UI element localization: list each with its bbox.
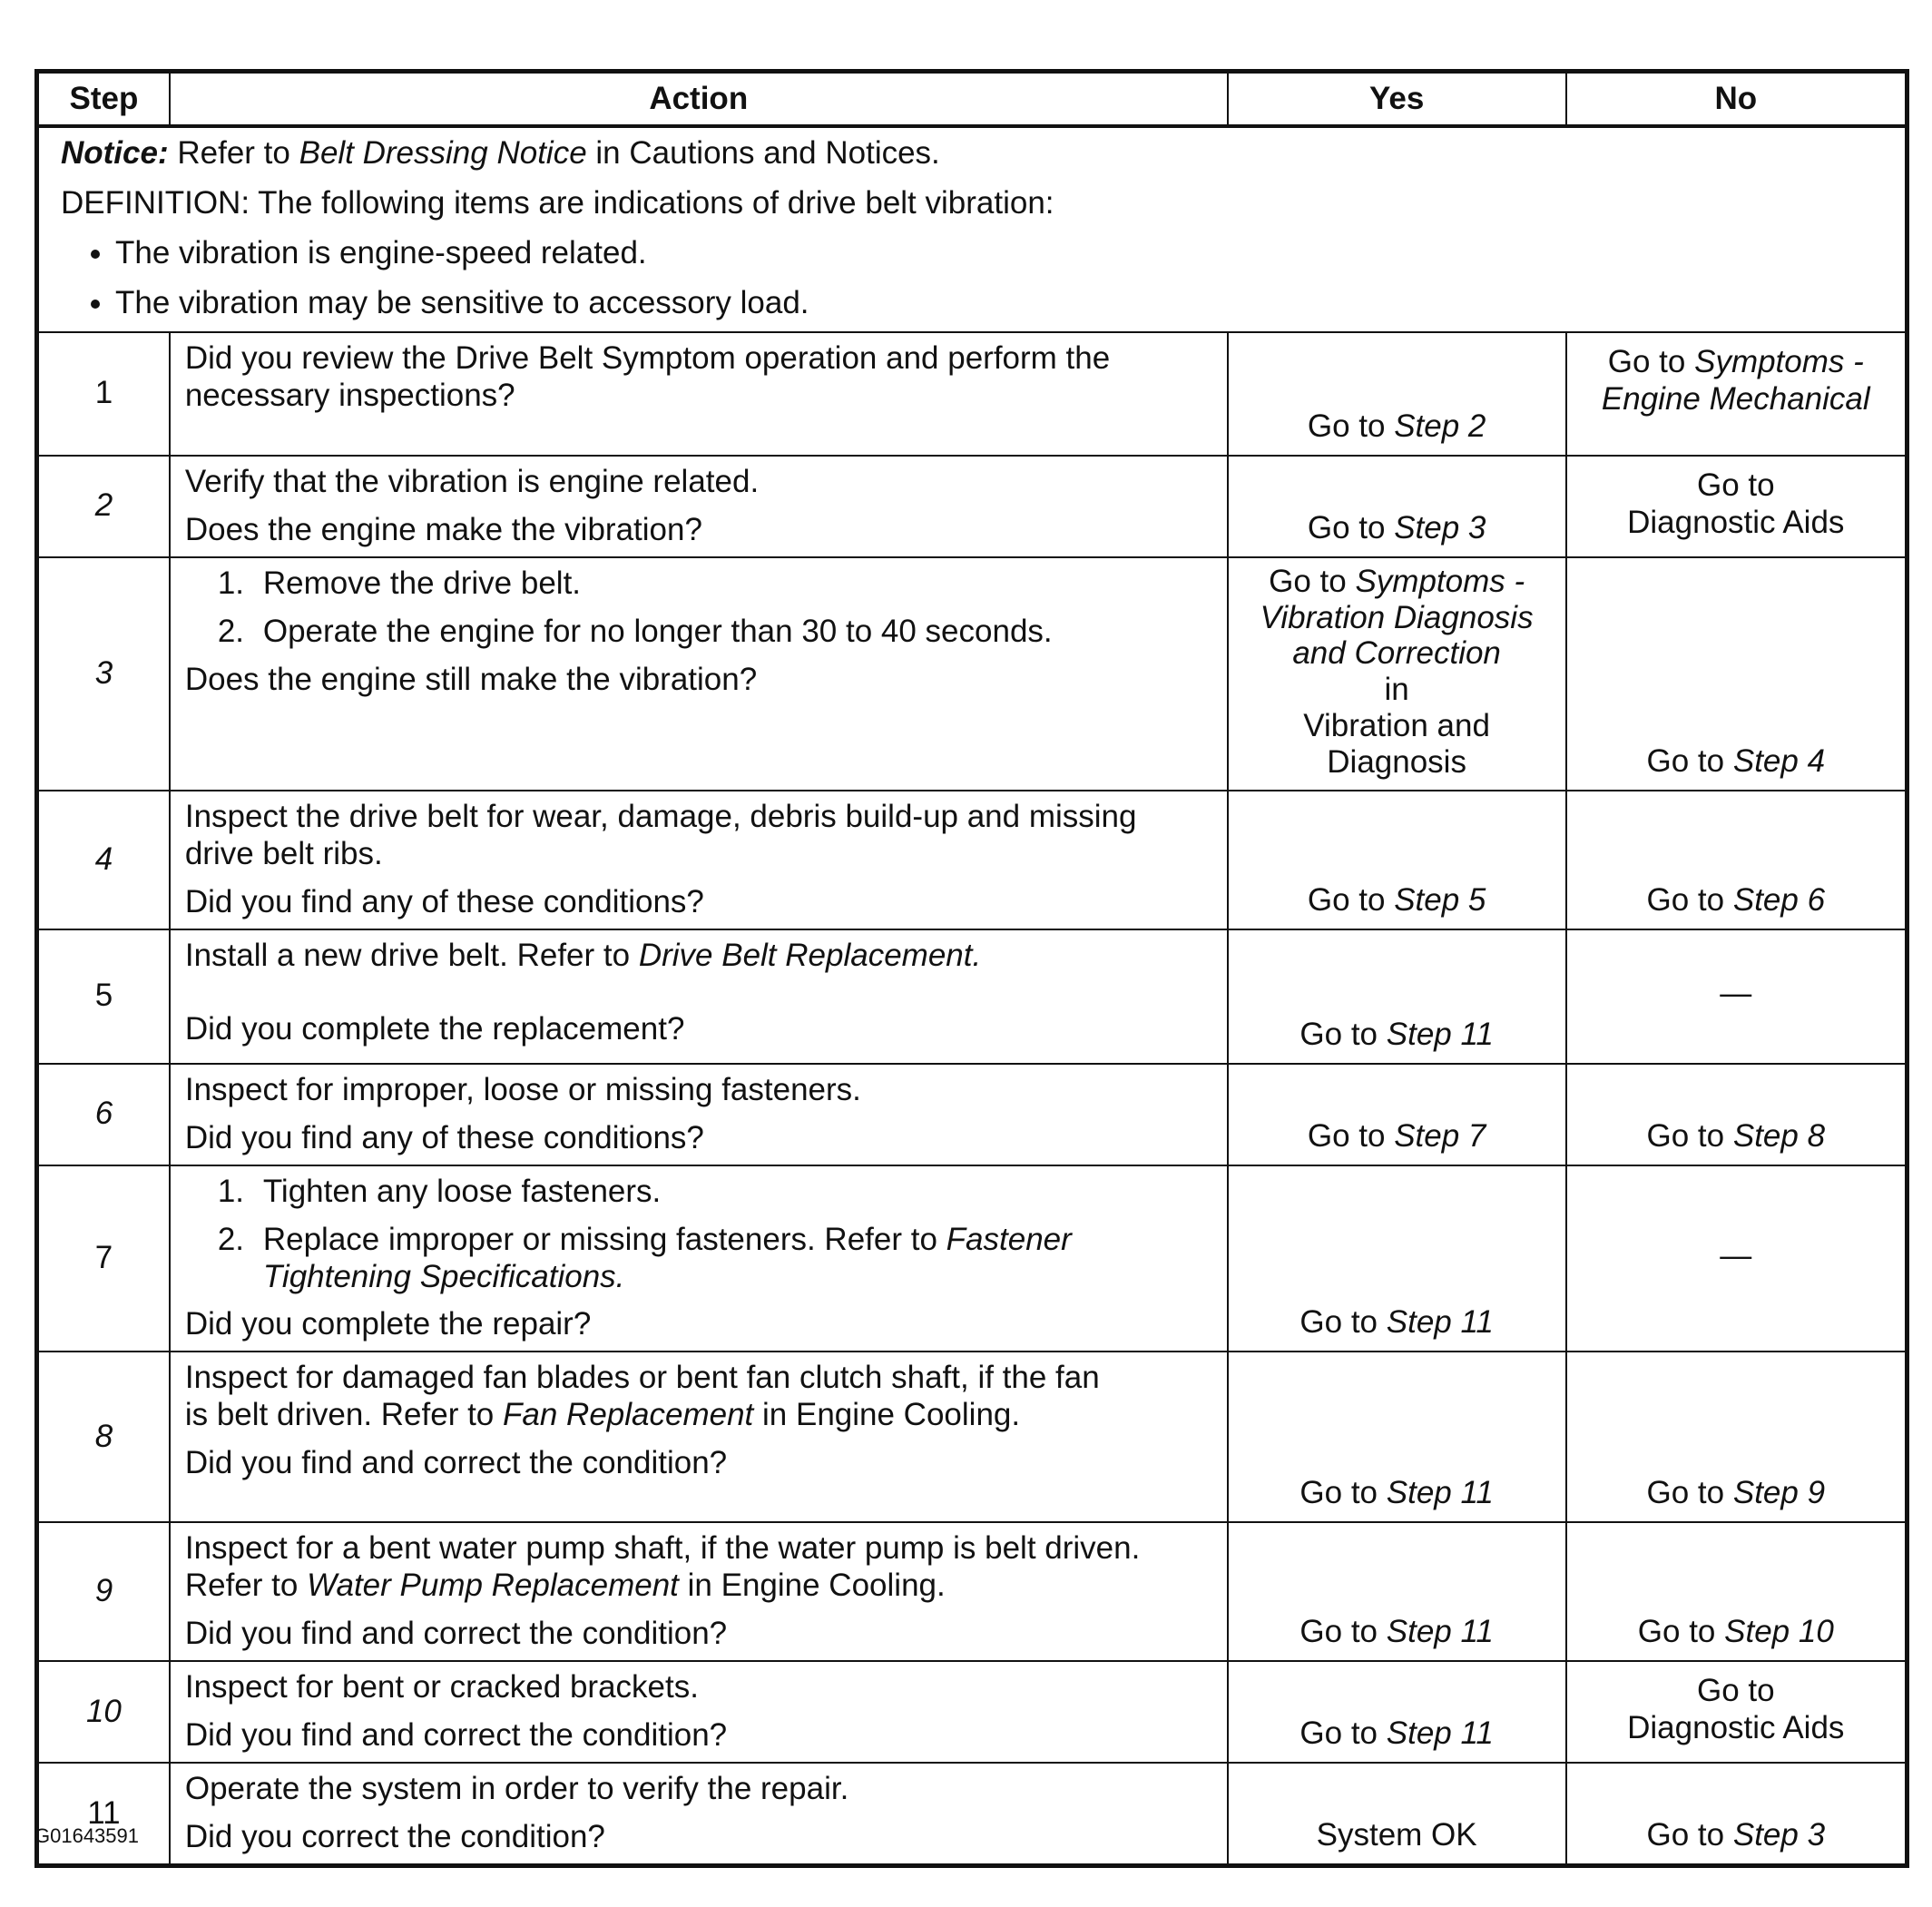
action-question: Does the engine still make the vibration? [184,661,758,697]
action-question: Did you correct the condition? [184,1819,605,1855]
action-ref: Fastener Tightening Specifications. [262,1221,1072,1294]
step-header: Step [37,72,170,127]
step-row-5 [37,929,1907,1064]
no-cell [1566,1661,1907,1763]
no-ref: Engine Mechanical [1601,380,1870,417]
no-ref: Step 8 [1732,1117,1826,1154]
no-cell [1566,1064,1907,1165]
step-number: 8 [94,1418,113,1454]
action-cell [170,1522,1228,1661]
no-text: Go to [1646,743,1725,780]
action-cell [170,791,1228,929]
item-number: 2. [217,613,245,649]
yes-text: Go to [1307,1117,1386,1154]
no-text: Go to [1696,1673,1775,1709]
yes-cell [1228,1165,1566,1352]
yes-text: Go to [1299,1304,1378,1341]
definition-bullets [61,235,1883,322]
item-number: 1. [217,1173,245,1209]
no-ref: Symptoms - [1694,343,1864,379]
action-cell [170,1661,1228,1763]
yes-ref: Step 3 [1394,509,1486,546]
yes-ref: Step 11 [1386,1715,1494,1752]
no-prefix: Go to [1607,343,1686,379]
action-cell [170,929,1228,1064]
action-text: Inspect for damaged fan blades or bent fan clutch shaft, if the fan is belt driven. Refer to [184,1360,1100,1433]
notice-cell [37,126,1907,332]
no-header: No [1566,72,1907,127]
action-question: Did you find any of these conditions? [184,1119,704,1155]
no-text: Diagnostic Aids [1627,504,1845,540]
step-row-6 [37,1064,1907,1165]
diagnostic-table [34,69,1909,1868]
yes-ref: Step 5 [1394,881,1486,918]
action-cell [170,557,1228,791]
step-row-1 [37,332,1907,456]
action-text: Did you review the Drive Belt Symptom operation and perform the necessary inspections? [184,339,1111,413]
action-item: Tighten any loose fasteners. [262,1173,662,1209]
no-text: Go to [1637,1614,1716,1650]
action-question: Does the engine make the vibration? [184,511,702,547]
action-text: Inspect for improper, loose or missing fasteners. [184,1071,861,1107]
no-ref: Step 3 [1732,1817,1826,1853]
yes-text: Go to [1299,1715,1378,1752]
yes-cell [1228,557,1566,791]
step-number: 2 [94,487,113,524]
no-text: Go to [1646,1475,1725,1511]
no-ref: Step 9 [1732,1475,1826,1511]
yes-text: Go to [1307,881,1386,918]
action-question: Did you find and correct the condition? [184,1445,728,1481]
action-text: Install a new drive belt. Refer to [184,937,631,973]
yes-text: Go to [1299,1475,1378,1511]
yes-prefix: Go to [1269,563,1347,599]
step-number: 1 [37,332,170,456]
no-cell [1566,1763,1907,1865]
yes-cell [1228,1064,1566,1165]
action-question: Did you complete the replacement? [184,1010,685,1047]
bullet-item: • The vibration is engine-speed related. [115,235,1883,272]
yes-cell [1228,1352,1566,1522]
action-cell [170,456,1228,557]
yes-cell [1228,456,1566,557]
no-cell [1566,456,1907,557]
yes-ref: Step 11 [1386,1475,1494,1511]
action-text: Verify that the vibration is engine related. [184,463,760,499]
yes-ref: Step 11 [1386,1614,1494,1650]
yes-header: Yes [1228,72,1566,127]
action-header: Action [170,72,1228,127]
action-cell [170,1064,1228,1165]
yes-text: Go to [1299,1614,1378,1650]
yes-text: Go to [1307,408,1386,444]
yes-cell [1228,791,1566,929]
action-cell [170,1763,1228,1865]
yes-text: Vibration and [1303,708,1490,744]
action-text: in Engine Cooling. [687,1568,946,1604]
action-ref: Fan Replacement [503,1397,754,1433]
action-ref: Drive Belt Replacement. [638,937,982,973]
no-text: — [1720,1238,1752,1274]
diagnostic-document [34,69,1909,1868]
step-row-8 [37,1352,1907,1522]
yes-ref: Step 11 [1386,1016,1494,1052]
no-text: — [1720,976,1752,1012]
action-text: Inspect the drive belt for wear, damage, debris build-up and missing drive belt ribs. [184,798,1137,871]
step-row-10 [37,1661,1907,1763]
step-row-3 [37,557,1907,791]
yes-text: Go to [1307,509,1386,546]
step-number: 10 [85,1693,122,1729]
action-item: Replace improper or missing fasteners. Refer to [262,1221,937,1257]
action-text: Inspect for bent or cracked brackets. [184,1669,699,1705]
bullet-item: • The vibration may be sensitive to accessory load. [115,285,1883,322]
notice-row [37,126,1907,332]
yes-ref: Vibration Diagnosis [1260,599,1534,635]
step-row-4 [37,791,1907,929]
yes-cell [1228,332,1566,456]
no-cell [1566,557,1907,791]
action-item: Remove the drive belt. [262,565,582,601]
yes-text: in [1384,672,1409,708]
notice-label: Notice: [61,135,169,171]
no-cell [1566,1165,1907,1352]
step-number: 5 [37,929,170,1064]
step-number: 4 [94,840,113,877]
step-row-2 [37,456,1907,557]
yes-ref: Step 2 [1394,408,1486,444]
step-number: 3 [94,654,113,691]
step-number: 9 [94,1573,113,1609]
no-text: Go to [1696,467,1775,503]
step-row-7 [37,1165,1907,1352]
yes-cell [1228,1522,1566,1661]
step-number: 11 [37,1763,170,1865]
action-cell [170,1352,1228,1522]
yes-text: Go to [1299,1016,1378,1052]
yes-ref: and Correction [1292,635,1501,672]
item-number: 1. [217,565,245,601]
no-ref: Step 10 [1724,1614,1834,1650]
yes-ref: Step 11 [1386,1304,1494,1341]
no-cell [1566,332,1907,456]
no-cell [1566,791,1907,929]
header-row [37,72,1907,127]
yes-cell [1228,929,1566,1064]
no-ref: Step 6 [1732,881,1826,918]
no-cell [1566,1352,1907,1522]
action-item: Operate the engine for no longer than 30 to 40 seconds. [262,613,1053,649]
no-text: Diagnostic Aids [1627,1710,1845,1746]
no-text: Go to [1646,881,1725,918]
yes-cell [1228,1763,1566,1865]
yes-ref: Step 7 [1394,1117,1486,1154]
definition-text: DEFINITION: The following items are indications of drive belt vibration: [61,184,1054,221]
yes-text: Diagnosis [1327,744,1466,781]
action-ref: Water Pump Replacement [307,1568,679,1604]
no-text: Go to [1646,1117,1725,1154]
action-question: Did you complete the repair? [184,1306,592,1342]
step-row-11 [37,1763,1907,1865]
action-text: in Engine Cooling. [762,1397,1021,1433]
step-number: 7 [37,1165,170,1352]
action-cell [170,332,1228,456]
action-question: Did you find any of these conditions? [184,883,704,919]
yes-ref: Symptoms - [1355,563,1525,599]
no-ref: Step 4 [1732,743,1826,780]
action-cell [170,1165,1228,1352]
step-row-9 [37,1522,1907,1661]
action-text: Operate the system in order to verify the repair. [184,1771,849,1807]
step-number: 6 [94,1096,113,1132]
yes-cell [1228,1661,1566,1763]
action-question: Did you find and correct the condition? [184,1616,728,1652]
notice-ref: Belt Dressing Notice [299,135,587,171]
action-text: Inspect for a bent water pump shaft, if the water pump is belt driven. Refer to [184,1530,1141,1604]
no-cell [1566,1522,1907,1661]
no-cell [1566,929,1907,1064]
action-question: Did you find and correct the condition? [184,1717,728,1754]
notice-line [61,135,1883,172]
no-text: Go to [1646,1817,1725,1853]
notice-text-a: Refer to [177,135,290,171]
item-number: 2. [217,1221,245,1257]
yes-text: System OK [1316,1817,1477,1853]
notice-text-b: in Cautions and Notices. [595,135,940,171]
figure-id: G01643591 [34,1824,139,1847]
